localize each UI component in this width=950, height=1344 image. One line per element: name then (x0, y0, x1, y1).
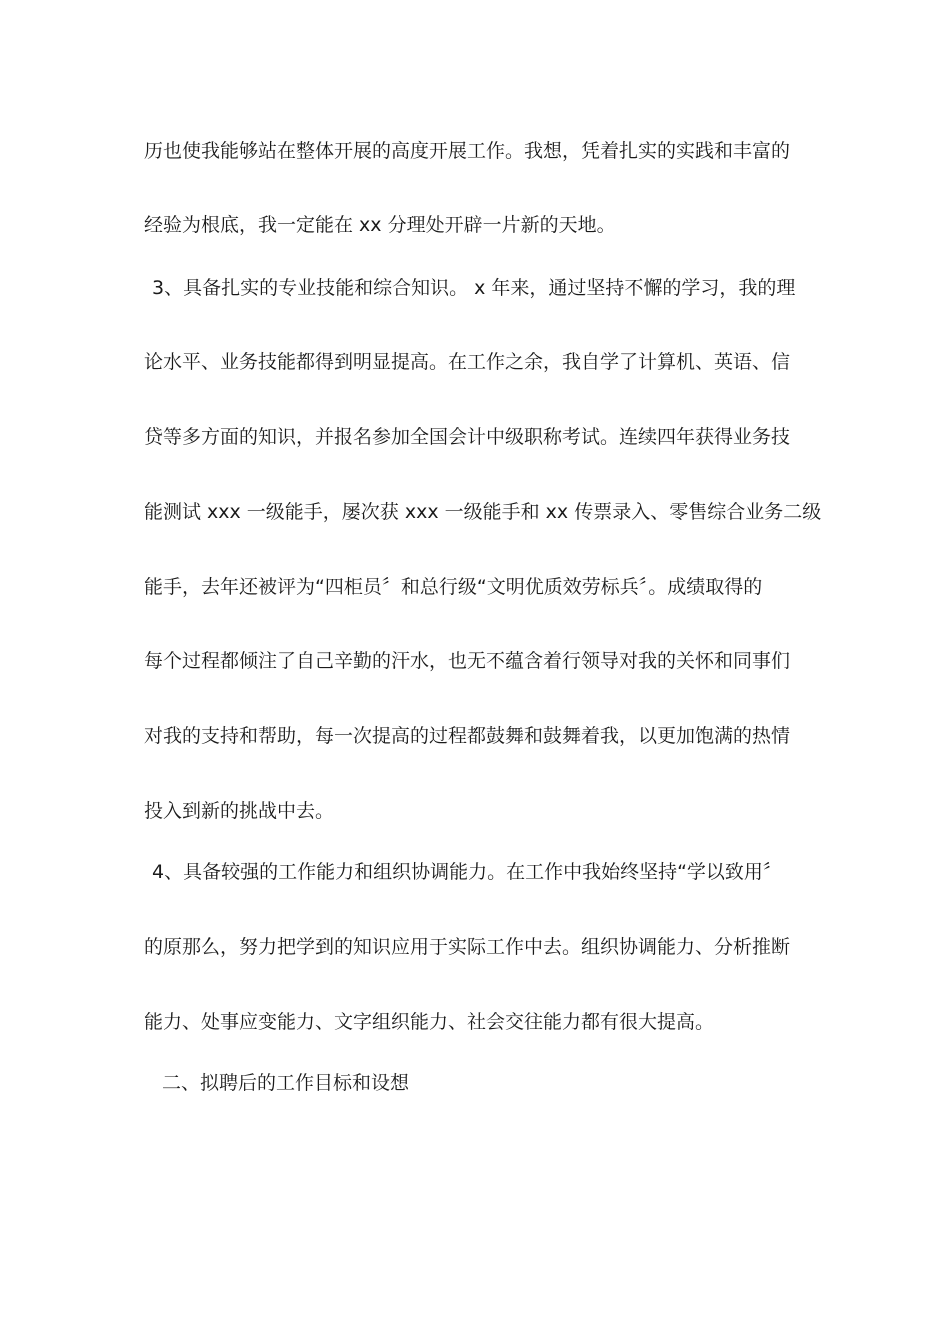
body-text-line: 能测试 xxx 一级能手，屡次获 xxx 一级能手和 xx 传票录入、零售综合业务二级 (144, 501, 822, 523)
body-text-line: 对我的支持和帮助，每一次提高的过程都鼓舞和鼓舞着我，以更加饱满的热情 (144, 725, 791, 747)
numbered-item-3: 3、具备扎实的专业技能和综合知识。 x 年来，通过坚持不懈的学习，我的理 (152, 277, 796, 299)
body-text-line: 每个过程都倾注了自己辛勤的汗水，也无不蕴含着行领导对我的关怀和同事们 (144, 650, 791, 672)
body-text-line: 能力、处事应变能力、文字组织能力、社会交往能力都有很大提高。 (144, 1011, 715, 1033)
body-text-line: 的原那么，努力把学到的知识应用于实际工作中去。组织协调能力、分析推断 (144, 936, 791, 958)
body-text-line: 能手，去年还被评为“四柜员〞和总行级“文明优质效劳标兵〞。成绩取得的 (144, 576, 763, 598)
numbered-item-4: 4、具备较强的工作能力和组织协调能力。在工作中我始终坚持“学以致用〞 (152, 861, 782, 883)
section-heading: 二、拟聘后的工作目标和设想 (162, 1072, 410, 1094)
body-text-line: 论水平、业务技能都得到明显提高。在工作之余，我自学了计算机、英语、信 (144, 351, 791, 373)
body-text-line: 历也使我能够站在整体开展的高度开展工作。我想，凭着扎实的实践和丰富的 (144, 140, 791, 162)
body-text-line: 贷等多方面的知识，并报名参加全国会计中级职称考试。连续四年获得业务技 (144, 426, 791, 448)
body-text-line: 投入到新的挑战中去。 (144, 800, 335, 822)
body-text-line: 经验为根底，我一定能在 xx 分理处开辟一片新的天地。 (144, 214, 616, 236)
